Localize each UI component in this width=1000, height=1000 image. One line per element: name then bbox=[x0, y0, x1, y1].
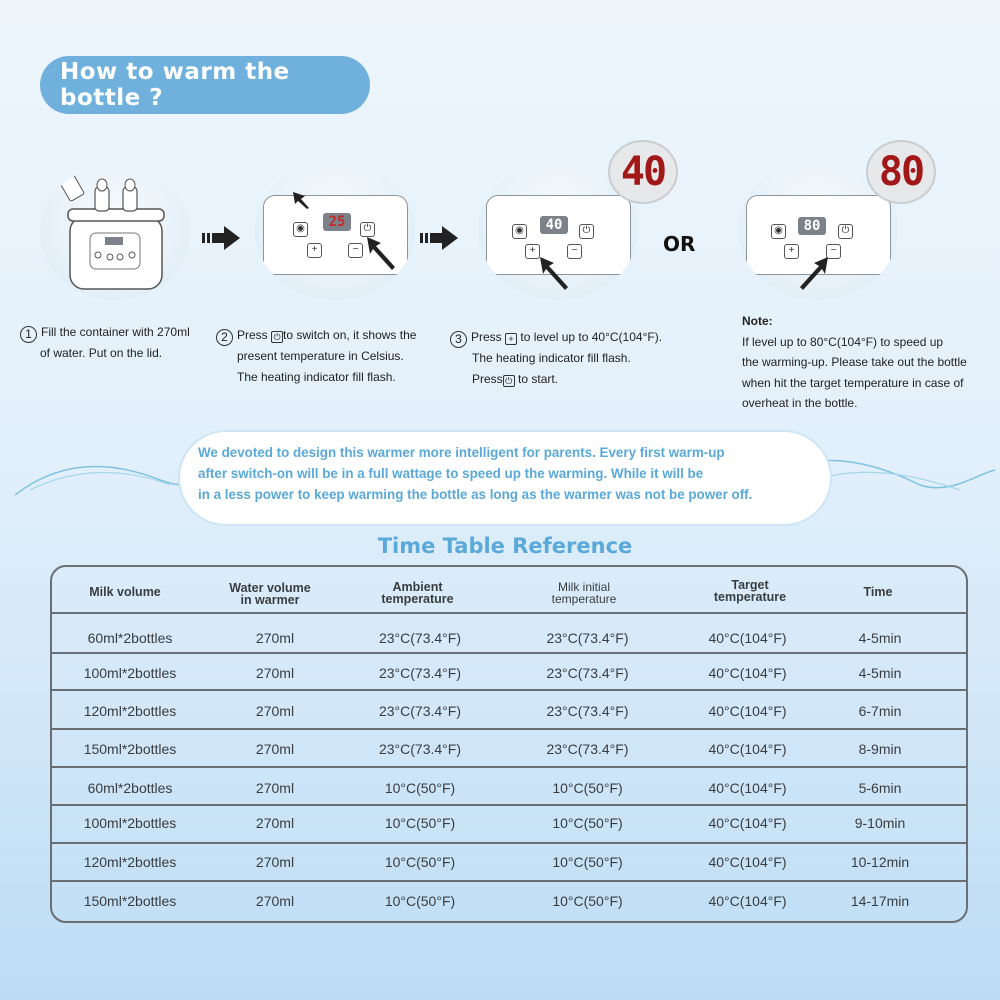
minus-button[interactable]: − bbox=[826, 244, 841, 259]
power-button[interactable]: ⏻ bbox=[838, 224, 853, 239]
next-step-arrow-icon bbox=[420, 226, 460, 250]
table-divider bbox=[52, 728, 966, 730]
milk-mode-button[interactable]: ◉ bbox=[771, 224, 786, 239]
step1-device-illustration bbox=[40, 165, 190, 300]
note-line-3: when hit the target temperature in case of bbox=[742, 375, 964, 390]
plus-button[interactable]: + bbox=[784, 244, 799, 259]
milk-volume-cell: 60ml*2bottles bbox=[87, 780, 173, 796]
step-2-line-1: to switch on, it shows the bbox=[283, 328, 417, 342]
step-3-press-2: Press bbox=[472, 372, 503, 386]
step-2-line-2: present temperature in Celsius. bbox=[237, 349, 404, 363]
water-volume-cell: 270ml bbox=[255, 665, 295, 681]
temperature-display: 80 bbox=[798, 217, 826, 235]
milk-volume-cell: 120ml*2bottles bbox=[83, 854, 177, 870]
time-cell: 5-6min bbox=[858, 780, 902, 796]
step-3-line-2: The heating indicator fill flash. bbox=[472, 351, 631, 365]
ambient-temp-cell: 23°C(73.4°F) bbox=[378, 741, 461, 757]
water-volume-cell: 270ml bbox=[255, 854, 295, 870]
time-cell: 10-12min bbox=[850, 854, 910, 870]
header-milk-initial-temperature: Milk initial temperature bbox=[551, 580, 617, 606]
step-2-press: Press bbox=[237, 328, 268, 342]
note-line-1: If level up to 80°C(104°F) to speed up bbox=[742, 334, 944, 349]
milk-initial-temp-cell: 23°C(73.4°F) bbox=[546, 741, 629, 757]
cloud-line-1: We devoted to design this warmer more intelligent for parents. Every first warm-up bbox=[198, 445, 725, 460]
step-3-line-1: to level up to 40°C(104°F). bbox=[517, 330, 663, 344]
note-text bbox=[742, 311, 997, 414]
table-divider bbox=[52, 880, 966, 882]
milk-initial-temp-cell: 10°C(50°F) bbox=[552, 780, 623, 796]
temperature-display: 40 bbox=[540, 216, 568, 234]
next-step-arrow-icon bbox=[202, 226, 242, 250]
time-cell: 14-17min bbox=[850, 893, 910, 909]
milk-initial-temp-cell: 10°C(50°F) bbox=[552, 854, 623, 870]
power-button[interactable]: ⏻ bbox=[360, 222, 375, 237]
step-number: 3 bbox=[450, 331, 467, 348]
temperature-display: 25 bbox=[323, 213, 351, 231]
time-cell: 4-5min bbox=[858, 630, 902, 646]
time-cell: 8-9min bbox=[858, 741, 902, 757]
header-target-temperature: Target temperature bbox=[713, 578, 787, 604]
step-3-text bbox=[450, 327, 710, 390]
water-volume-cell: 270ml bbox=[255, 703, 295, 719]
note-line-4: overheat in the bottle. bbox=[742, 396, 858, 410]
target-temp-cell: 40°C(104°F) bbox=[708, 630, 787, 646]
power-icon: ⏻ bbox=[503, 375, 515, 387]
milk-mode-button[interactable]: ◉ bbox=[293, 222, 308, 237]
plus-button[interactable]: + bbox=[307, 243, 322, 258]
milk-volume-cell: 150ml*2bottles bbox=[83, 741, 177, 757]
ambient-temp-cell: 23°C(73.4°F) bbox=[378, 665, 461, 681]
step-3-line-3: to start. bbox=[514, 372, 559, 386]
info-cloud-text bbox=[198, 442, 838, 505]
target-temp-cell: 40°C(104°F) bbox=[708, 780, 787, 796]
ambient-temp-cell: 10°C(50°F) bbox=[384, 815, 456, 831]
target-temp-cell: 40°C(104°F) bbox=[708, 854, 787, 870]
step-1-line-1: Fill the container with 270ml bbox=[41, 325, 190, 339]
milk-mode-button[interactable]: ◉ bbox=[512, 224, 527, 239]
step-1-line-2: of water. Put on the lid. bbox=[40, 346, 163, 360]
table-divider bbox=[52, 842, 966, 844]
display-zoom-bubble: 80 bbox=[866, 140, 936, 204]
water-volume-cell: 270ml bbox=[255, 815, 295, 831]
plus-button[interactable]: + bbox=[525, 244, 540, 259]
step-number: 1 bbox=[20, 326, 37, 343]
ambient-temp-cell: 23°C(73.4°F) bbox=[378, 630, 461, 646]
table-divider bbox=[52, 652, 966, 654]
target-temp-cell: 40°C(104°F) bbox=[708, 703, 787, 719]
table-divider bbox=[52, 612, 966, 614]
milk-volume-cell: 100ml*2bottles bbox=[83, 665, 177, 681]
or-label: OR bbox=[663, 232, 696, 256]
minus-button[interactable]: − bbox=[348, 243, 363, 258]
water-volume-cell: 270ml bbox=[255, 630, 295, 646]
table-title: Time Table Reference bbox=[377, 534, 633, 558]
target-temp-cell: 40°C(104°F) bbox=[708, 665, 787, 681]
table-divider bbox=[52, 766, 966, 768]
pointer-arrow-icon bbox=[291, 190, 311, 210]
note-line-2: the warming-up. Please take out the bottle bbox=[742, 355, 967, 369]
step-3-press: Press bbox=[471, 330, 502, 344]
time-cell: 4-5min bbox=[858, 665, 902, 681]
pointer-arrow-icon bbox=[798, 255, 838, 295]
minus-button[interactable]: − bbox=[567, 244, 582, 259]
bottle-warmer-icon bbox=[40, 165, 190, 300]
header-water-volume: Water volume in warmer bbox=[229, 581, 311, 607]
cloud-line-3: in a less power to keep warming the bottle as long as the warmer was not be power off. bbox=[198, 487, 753, 502]
step-number: 2 bbox=[216, 329, 233, 346]
ambient-temp-cell: 10°C(50°F) bbox=[384, 893, 456, 909]
target-temp-cell: 40°C(104°F) bbox=[708, 893, 787, 909]
display-zoom-bubble: 40 bbox=[608, 140, 678, 204]
target-temp-cell: 40°C(104°F) bbox=[708, 815, 787, 831]
ambient-temp-cell: 10°C(50°F) bbox=[384, 780, 456, 796]
header-time: Time bbox=[863, 585, 893, 599]
step-2-line-3: The heating indicator fill flash. bbox=[237, 370, 396, 384]
milk-initial-temp-cell: 10°C(50°F) bbox=[552, 893, 623, 909]
header-milk-volume: Milk volume bbox=[89, 585, 161, 599]
milk-initial-temp-cell: 23°C(73.4°F) bbox=[546, 630, 629, 646]
time-cell: 6-7min bbox=[858, 703, 902, 719]
page-title: How to warm the bottle ? bbox=[40, 56, 370, 114]
header-ambient-temperature: Ambient temperature bbox=[381, 580, 454, 606]
milk-volume-cell: 150ml*2bottles bbox=[83, 893, 177, 909]
ambient-temp-cell: 10°C(50°F) bbox=[384, 854, 456, 870]
note-title: Note: bbox=[742, 314, 773, 328]
milk-volume-cell: 60ml*2bottles bbox=[87, 630, 173, 646]
ambient-temp-cell: 23°C(73.4°F) bbox=[378, 703, 461, 719]
step2-device-illustration bbox=[255, 160, 415, 300]
pointer-arrow-icon bbox=[365, 235, 405, 275]
milk-initial-temp-cell: 23°C(73.4°F) bbox=[546, 703, 629, 719]
power-icon: ⏻ bbox=[271, 331, 283, 343]
target-temp-cell: 40°C(104°F) bbox=[708, 741, 787, 757]
table-divider bbox=[52, 689, 966, 691]
milk-volume-cell: 120ml*2bottles bbox=[83, 703, 177, 719]
step-2-text bbox=[216, 325, 456, 388]
milk-volume-cell: 100ml*2bottles bbox=[83, 815, 177, 831]
water-volume-cell: 270ml bbox=[255, 780, 295, 796]
plus-icon: + bbox=[505, 333, 517, 345]
water-volume-cell: 270ml bbox=[255, 893, 295, 909]
milk-initial-temp-cell: 23°C(73.4°F) bbox=[546, 665, 629, 681]
time-cell: 9-10min bbox=[854, 815, 906, 831]
power-button[interactable]: ⏻ bbox=[579, 224, 594, 239]
milk-initial-temp-cell: 10°C(50°F) bbox=[552, 815, 623, 831]
step-1-text bbox=[20, 322, 220, 364]
cloud-line-2: after switch-on will be in a full wattage to speed up the warming. While it will be bbox=[198, 466, 704, 481]
pointer-arrow-icon bbox=[538, 255, 578, 295]
water-volume-cell: 270ml bbox=[255, 741, 295, 757]
table-divider bbox=[52, 804, 966, 806]
